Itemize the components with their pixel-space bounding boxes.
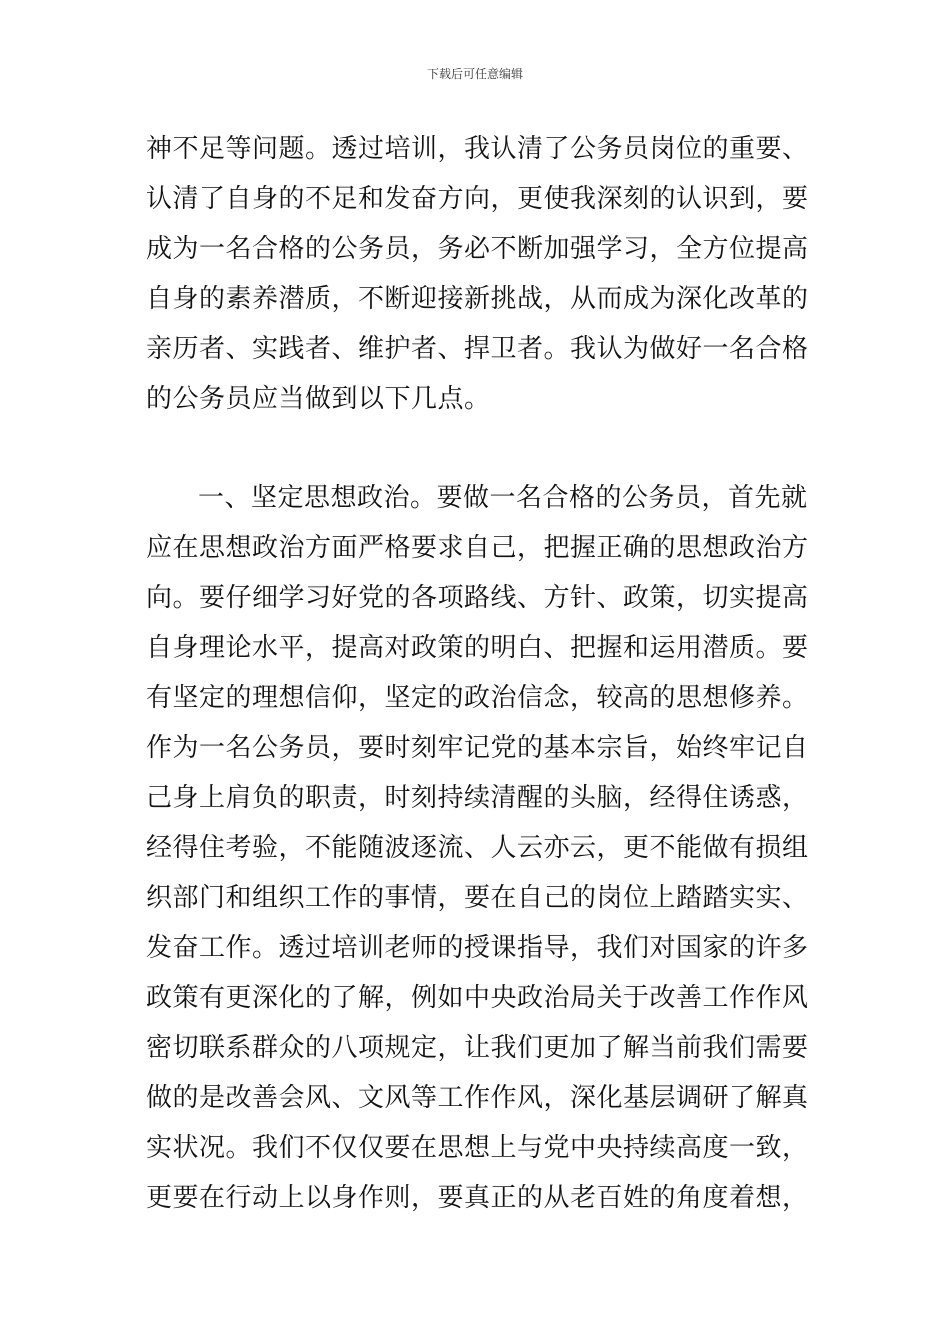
paragraph-line: 经得住考验，不能随波逐流、人云亦云，更不能做有损组 <box>146 833 809 863</box>
paragraph-line: 做的是改善会风、文风等工作作风，深化基层调研了解真 <box>146 1083 809 1113</box>
paragraph-line: 向。要仔细学习好党的各项路线、方针、政策，切实提高 <box>146 583 809 613</box>
paragraph-line: 更要在行动上以身作则，要真正的从老百姓的角度着想， <box>146 1183 809 1213</box>
paragraph-line: 政策有更深化的了解，例如中央政治局关于改善工作作风 <box>146 983 809 1013</box>
paragraph-line: 织部门和组织工作的事情，要在自己的岗位上踏踏实实、 <box>146 883 809 913</box>
paragraph-line: 亲历者、实践者、维护者、捍卫者。我认为做好一名合格 <box>146 334 809 364</box>
paragraph-line: 己身上肩负的职责，时刻持续清醒的头脑，经得住诱惑， <box>146 783 809 813</box>
paragraph-line: 神不足等问题。透过培训，我认清了公务员岗位的重要、 <box>146 134 809 164</box>
paragraph-line: 实状况。我们不仅仅要在思想上与党中央持续高度一致， <box>146 1133 809 1163</box>
paragraph-line: 发奋工作。透过培训老师的授课指导，我们对国家的许多 <box>146 933 809 963</box>
paragraph-line: 自身理论水平，提高对政策的明白、把握和运用潜质。要 <box>146 633 809 663</box>
paragraph-line: 有坚定的理想信仰，坚定的政治信念，较高的思想修养。 <box>146 683 809 713</box>
paragraph-line: 成为一名合格的公务员，务必不断加强学习，全方位提高 <box>146 234 809 264</box>
paragraph-line: 一、坚定思想政治。要做一名合格的公务员，首先就 <box>198 483 808 513</box>
paragraph-line: 自身的素养潜质，不断迎接新挑战，从而成为深化改革的 <box>146 284 809 314</box>
paragraph-line: 的公务员应当做到以下几点。 <box>146 384 491 414</box>
paragraph-line: 密切联系群众的八项规定，让我们更加了解当前我们需要 <box>146 1033 809 1063</box>
paragraph-line: 应在思想政治方面严格要求自己，把握正确的思想政治方 <box>146 533 809 563</box>
page-header-note: 下载后可任意编辑 <box>426 67 523 81</box>
paragraph-line: 认清了自身的不足和发奋方向，更使我深刻的认识到，要 <box>146 184 809 214</box>
paragraph-line: 作为一名公务员，要时刻牢记党的基本宗旨，始终牢记自 <box>146 733 809 763</box>
